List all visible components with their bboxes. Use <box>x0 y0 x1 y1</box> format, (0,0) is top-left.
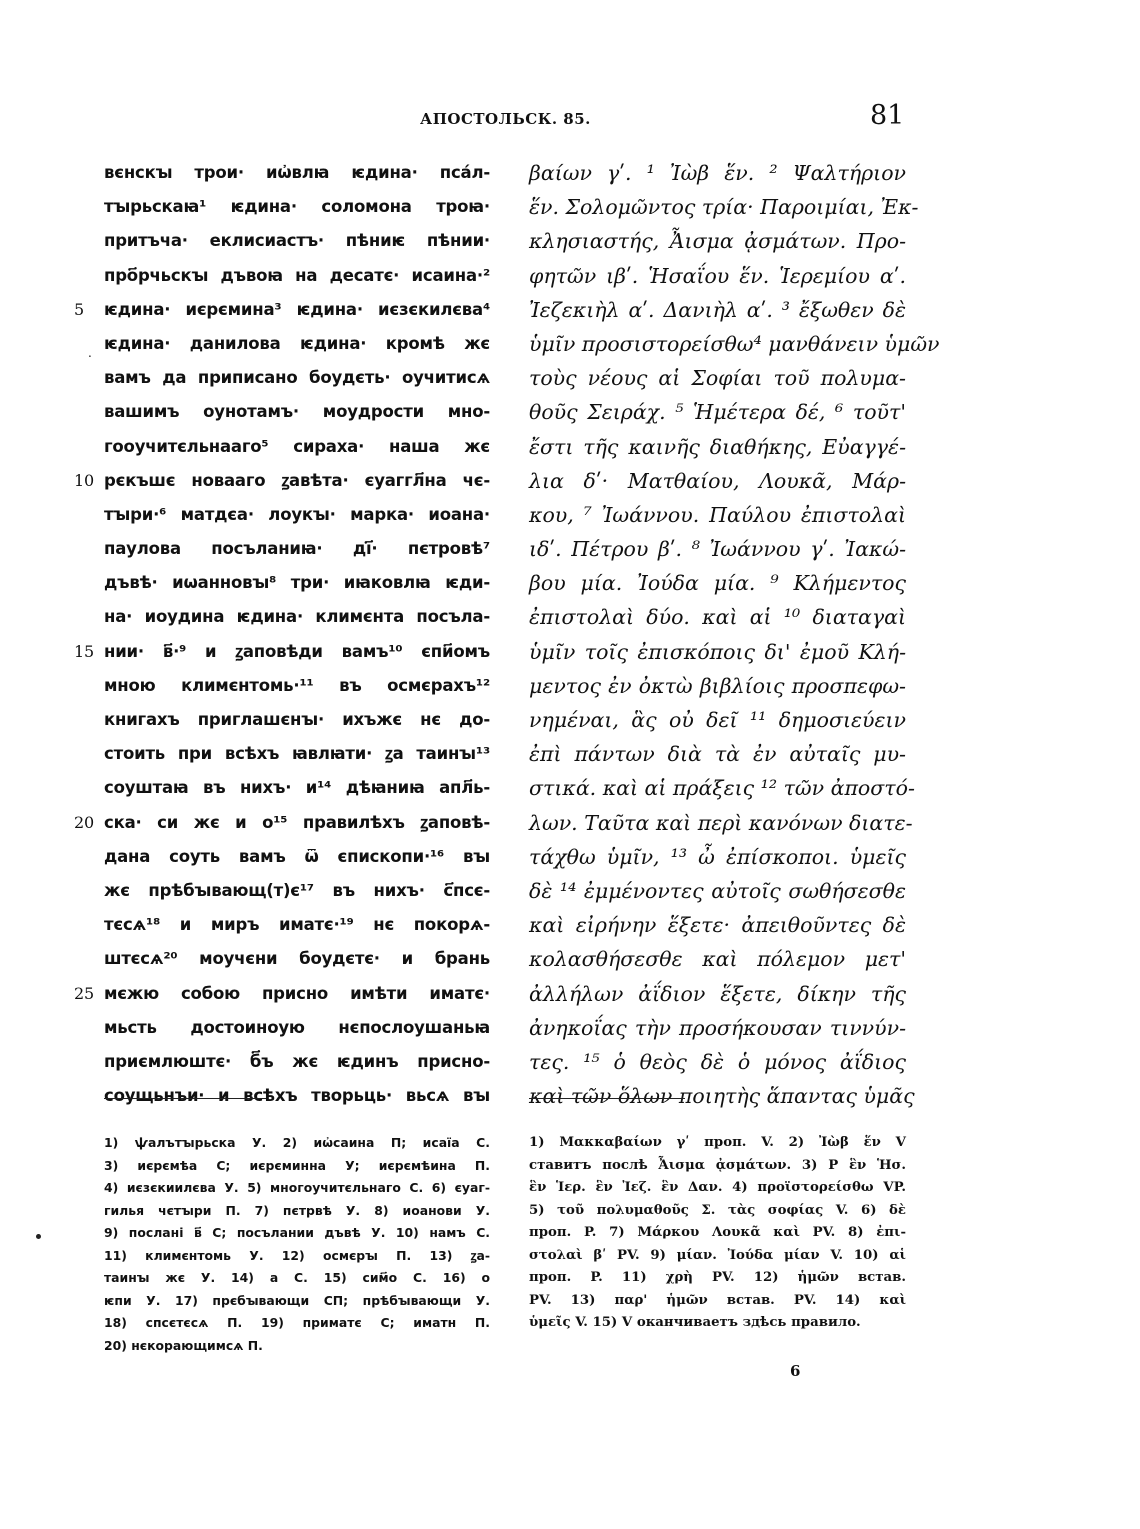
slavonic-line-text: мьсть достоиноую нєпослоушаньꙗ <box>104 1017 490 1037</box>
footnote-rule-left <box>104 1098 266 1099</box>
slavonic-line <box>104 840 490 874</box>
slavonic-line-text: на· иоудина ѥдина· климєнта посъла- <box>104 607 490 627</box>
slavonic-line <box>104 703 490 737</box>
greek-line: ὑμῖν προσιστορείσθω⁴ μανθάνειν ὑμῶν <box>529 331 940 356</box>
slavonic-line-text: рєкъшє новааго ꙁавѣта· єуаггл҃на чє- <box>104 470 490 490</box>
slavonic-line-text: вамъ да приписано боудєть· оучитисѧ <box>104 368 490 388</box>
slavonic-line <box>104 259 490 293</box>
slavonic-line-text: про҃рчьскꙑ дъвоꙗ на десатє· исаина·² <box>104 265 490 285</box>
greek-line: καὶ εἰρήνην ἕξετε· ἀπειθοῦντες δὲ <box>529 913 906 938</box>
margin-dot <box>36 1234 41 1239</box>
printer-signature: 6 <box>790 1362 801 1380</box>
greek-line: στικά. καὶ αἱ πράξεις ¹² τῶν ἀποστό- <box>529 776 915 801</box>
greek-line: καὶ τῶν ὅλων ποιητὴς ἅπαντας ὑμᾶς <box>529 1084 915 1109</box>
slavonic-line-text: тєсѧ¹⁸ и миръ иматє·¹⁹ нє покорѧ- <box>104 915 490 935</box>
slavonic-line <box>104 156 490 190</box>
slavonic-line <box>104 224 490 258</box>
slavonic-line-text: вашимъ оунотамъ· моудрости мно- <box>104 402 490 422</box>
running-head: АПОСТОЛЬСК. 85. <box>420 110 591 128</box>
slavonic-line <box>104 771 490 805</box>
greek-line: Ἰεζεκιὴλ αʹ. Δανιὴλ αʹ. ³ ἔξωθεν δὲ <box>529 297 906 322</box>
footnote-line: 1) Μακκαβαίων γʹ проп. V. 2) Ἰὼβ ἕν V <box>529 1135 906 1150</box>
greek-line: ὑμῖν τοῖς ἐπισκόποις δι' ἐμοῦ Κλή- <box>529 639 906 664</box>
greek-line: ἐπὶ πάντων διὰ τὰ ἐν αὐταῖς μυ- <box>529 742 906 767</box>
footnote-line: 3) иєрємѣа С; иєрєминна У; иєрємѣина П. <box>104 1157 490 1173</box>
slavonic-line <box>74 464 490 498</box>
slavonic-line-text: притъча· еклисиастъ· пѣниѥ пѣнии· <box>104 231 490 251</box>
slavonic-line <box>74 977 490 1011</box>
greek-line: κλησιαστής, Ἆισμα ᾀσμάτων. Προ- <box>529 229 906 254</box>
line-number: 10 <box>74 470 94 490</box>
slavonic-line-text: стоить при всѣхъ ꙗвлꙗти· ꙁа таинꙑ¹³ <box>104 744 490 764</box>
footnotes-right <box>529 1132 906 1335</box>
slavonic-line-text: штєсѧ²⁰ моучєни боудєтє· и брань <box>104 949 490 969</box>
footnote-line: ἓν Ἱερ. ἓν Ἰεζ. ἓν Δαν. 4) προϊστορείσθω VP. <box>529 1180 906 1195</box>
slavonic-line <box>104 395 490 429</box>
slavonic-line-text: соущьнъи· и всѣхъ творьць· вьсѧ вꙑ <box>104 1086 490 1106</box>
slavonic-line-text: дъвѣ· иѡанновꙑ⁸ три· иꙗковлꙗ ѥди- <box>104 573 490 593</box>
slavonic-line-text: вєнскꙑ трои· иѡ҆влꙗ ѥдина· пса́л- <box>104 163 490 182</box>
greek-line: θοῦς Σειράχ. ⁵ Ἡμέτερα δέ, ⁶ τοῦτ' <box>529 400 906 425</box>
slavonic-line <box>74 293 490 327</box>
greek-line: ἀλλήλων ἀΐδιον ἕξετε, δίκην τῆς <box>529 981 906 1006</box>
footnote-line: 18) спсєтєсѧ П. 19) приматє С; иматн П. <box>104 1315 490 1330</box>
greek-text-column <box>529 156 940 1113</box>
greek-line: κου, ⁷ Ἰωάννου. Παύλου ἐπιστολαὶ <box>529 502 906 527</box>
slavonic-line <box>104 942 490 976</box>
slavonic-line-text: дана соуть вамъ ѿ єпископи·¹⁶ вꙑ <box>104 846 490 866</box>
slavonic-line <box>104 1045 490 1079</box>
footnote-line: 11) климєнтомь У. 12) осмєрꙑ П. 13) ꙁа- <box>104 1247 490 1263</box>
line-number: 20 <box>74 812 94 832</box>
slavonic-line <box>104 737 490 771</box>
line-number: 5 <box>74 299 84 319</box>
footnote-line: στολαὶ βʹ PV. 9) μίαν. Ἰούδα μίαν V. 10) αἱ <box>529 1247 906 1263</box>
slavonic-text-column <box>74 156 490 1113</box>
greek-line: βαίων γʹ. ¹ Ἰὼβ ἕν. ² Ψαλτήριον <box>529 161 906 185</box>
footnote-line: проп. P. 11) χρὴ PV. 12) ἡμῶν встав. <box>529 1270 906 1285</box>
slavonic-line-text: мною климєнтомь·¹¹ въ осмєрахъ¹² <box>104 675 490 695</box>
slavonic-line-text: ѥдина· иєрємина³ ѥдина· иєзєкилєва⁴ <box>104 299 490 319</box>
greek-line: τες. ¹⁵ ὁ θεὸς δὲ ὁ μόνος ἀΐδιος <box>529 1049 906 1074</box>
greek-line: βου μία. Ἰούδα μία. ⁹ Κλήμεντος <box>529 571 906 596</box>
footnotes-left <box>104 1132 490 1357</box>
slavonic-line <box>104 430 490 464</box>
slavonic-line <box>104 669 490 703</box>
slavonic-line-text: гооучитєльнааго⁵ сираха· наша жє <box>104 436 490 456</box>
greek-line: ἔστι τῆς καινῆς διαθήκης, Εὐαγγέ- <box>529 434 906 459</box>
margin-mark: . <box>88 346 92 360</box>
greek-line: νημέναι, ἃς οὐ δεῖ ¹¹ δημοσιεύειν <box>529 708 906 732</box>
slavonic-line <box>104 1079 490 1113</box>
greek-line: ἐπιστολαὶ δύο. καὶ αἱ ¹⁰ διαταγαὶ <box>529 605 906 630</box>
slavonic-line-text: ѥдина· данилова ѥдина· кромѣ жє <box>104 333 490 353</box>
greek-line: λων. Ταῦτα καὶ περὶ κανόνων διατε- <box>529 810 913 835</box>
slavonic-line <box>74 806 490 840</box>
footnote-line: ѥпи У. 17) прєбꙑвающи СП; прѣбꙑвающи У. <box>104 1292 490 1308</box>
slavonic-line-text: соуштаꙗ въ нихъ· и¹⁴ дѣꙗниꙗ апл҃ь- <box>104 778 490 798</box>
footnote-line: 20) нєкорающимсѧ П. <box>104 1337 263 1353</box>
slavonic-line <box>104 532 490 566</box>
slavonic-line-text: приємлюштє· б҃ъ жє ѥдинъ присно- <box>104 1051 490 1071</box>
slavonic-line <box>104 327 490 361</box>
footnote-line: 1) ѱалътꙑрьска У. 2) иѡ҆саина П; исаїа С. <box>104 1135 490 1150</box>
footnote-line: гилья чєтꙑри П. 7) пєтрвѣ У. 8) иоанови У. <box>104 1202 490 1218</box>
footnote-line: ставитъ послѣ Ἆισμα ᾀσμάτων. 3) P ἓν Ἡσ. <box>529 1157 906 1173</box>
greek-line: κολασθήσεσθε καὶ πόλεμον μετ' <box>529 947 906 972</box>
greek-line: μεντος ἐν ὀκτὼ βιβλίοις προσπεφω- <box>529 673 906 698</box>
footnote-line: 4) иєзєкиилєва У. 5) многоучитєльнаго С. 6) єуаг- <box>104 1180 490 1195</box>
line-number: 15 <box>74 641 94 661</box>
slavonic-line <box>104 874 490 908</box>
slavonic-line-text: ска· си жє и о¹⁵ правилѣхъ ꙁаповѣ- <box>104 812 490 832</box>
slavonic-line <box>104 908 490 942</box>
greek-line: δὲ ¹⁴ ἐμμένοντες αὐτοῖς σωθήσεσθε <box>529 878 906 903</box>
slavonic-line <box>104 190 490 224</box>
slavonic-line <box>104 1011 490 1045</box>
greek-line: τοὺς νέους αἱ Σοφίαι τοῦ πολυμα- <box>529 366 906 391</box>
slavonic-line <box>74 635 490 669</box>
slavonic-line-text: жє прѣбꙑвающ(т)є¹⁷ въ нихъ· с҃псє- <box>104 880 490 900</box>
line-number: 25 <box>74 983 94 1003</box>
greek-line: φητῶν ιβʹ. Ἡσαΐου ἕν. Ἱερεμίου αʹ. <box>529 263 906 288</box>
slavonic-line-text: паулова посъланиꙗ· ді҃· пєтровѣ⁷ <box>104 539 490 559</box>
slavonic-line-text: тꙑрьскаꙗ¹ ѥдина· соломона троꙗ· <box>104 197 490 217</box>
greek-line: ιδʹ. Πέτρου βʹ. ⁸ Ἰωάννου γʹ. Ἰακώ- <box>529 537 906 562</box>
slavonic-line <box>104 498 490 532</box>
page-number: 81 <box>870 100 905 131</box>
greek-line: ἀνηκοΐας τὴν προσήκουσαν τιννύν- <box>529 1015 906 1040</box>
slavonic-line-text: тꙑри·⁶ матдєа· лоукꙑ· марка· иоана· <box>104 504 490 524</box>
footnote-line: 5) τοῦ πολυμαθοῦς Σ. τὰς σοφίας V. 6) δὲ <box>529 1202 906 1218</box>
greek-line: τάχθω ὑμῖν, ¹³ ὦ ἐπίσκοποι. ὑμεῖς <box>529 844 906 869</box>
footnote-rule-right <box>529 1098 685 1099</box>
greek-line: ἕν. Σολομῶντος τρία· Παροιμίαι, Ἐκ- <box>529 195 919 220</box>
footnote-line: PV. 13) παρ' ἡμῶν встав. PV. 14) καὶ <box>529 1292 906 1308</box>
slavonic-line <box>104 600 490 634</box>
footnote-line: таинꙑ жє У. 14) а С. 15) сим҃о С. 16) о <box>104 1270 490 1285</box>
slavonic-line-text: нии· в҃·⁹ и ꙁаповѣди вамъ¹⁰ єпи҃омъ <box>104 641 490 661</box>
footnote-line: проп. P. 7) Μάρκου Λουκᾶ καὶ PV. 8) ἐπι- <box>529 1225 906 1240</box>
slavonic-line <box>104 361 490 395</box>
slavonic-line <box>104 566 490 600</box>
footnote-line: 9) послані в҃ С; посълании дъвѣ У. 10) намъ С. <box>104 1225 490 1240</box>
slavonic-line-text: книгахъ приглашєнꙑ· ихъжє нє до- <box>104 710 490 729</box>
greek-line: λια δʹ· Ματθαίου, Λουκᾶ, Μάρ- <box>529 468 906 493</box>
footnote-line: ὑμεῖς V. 15) V оканчиваетъ здѣсь правило. <box>529 1315 861 1330</box>
slavonic-line-text: мєжю собою присно имѣти иматє· <box>104 983 490 1003</box>
